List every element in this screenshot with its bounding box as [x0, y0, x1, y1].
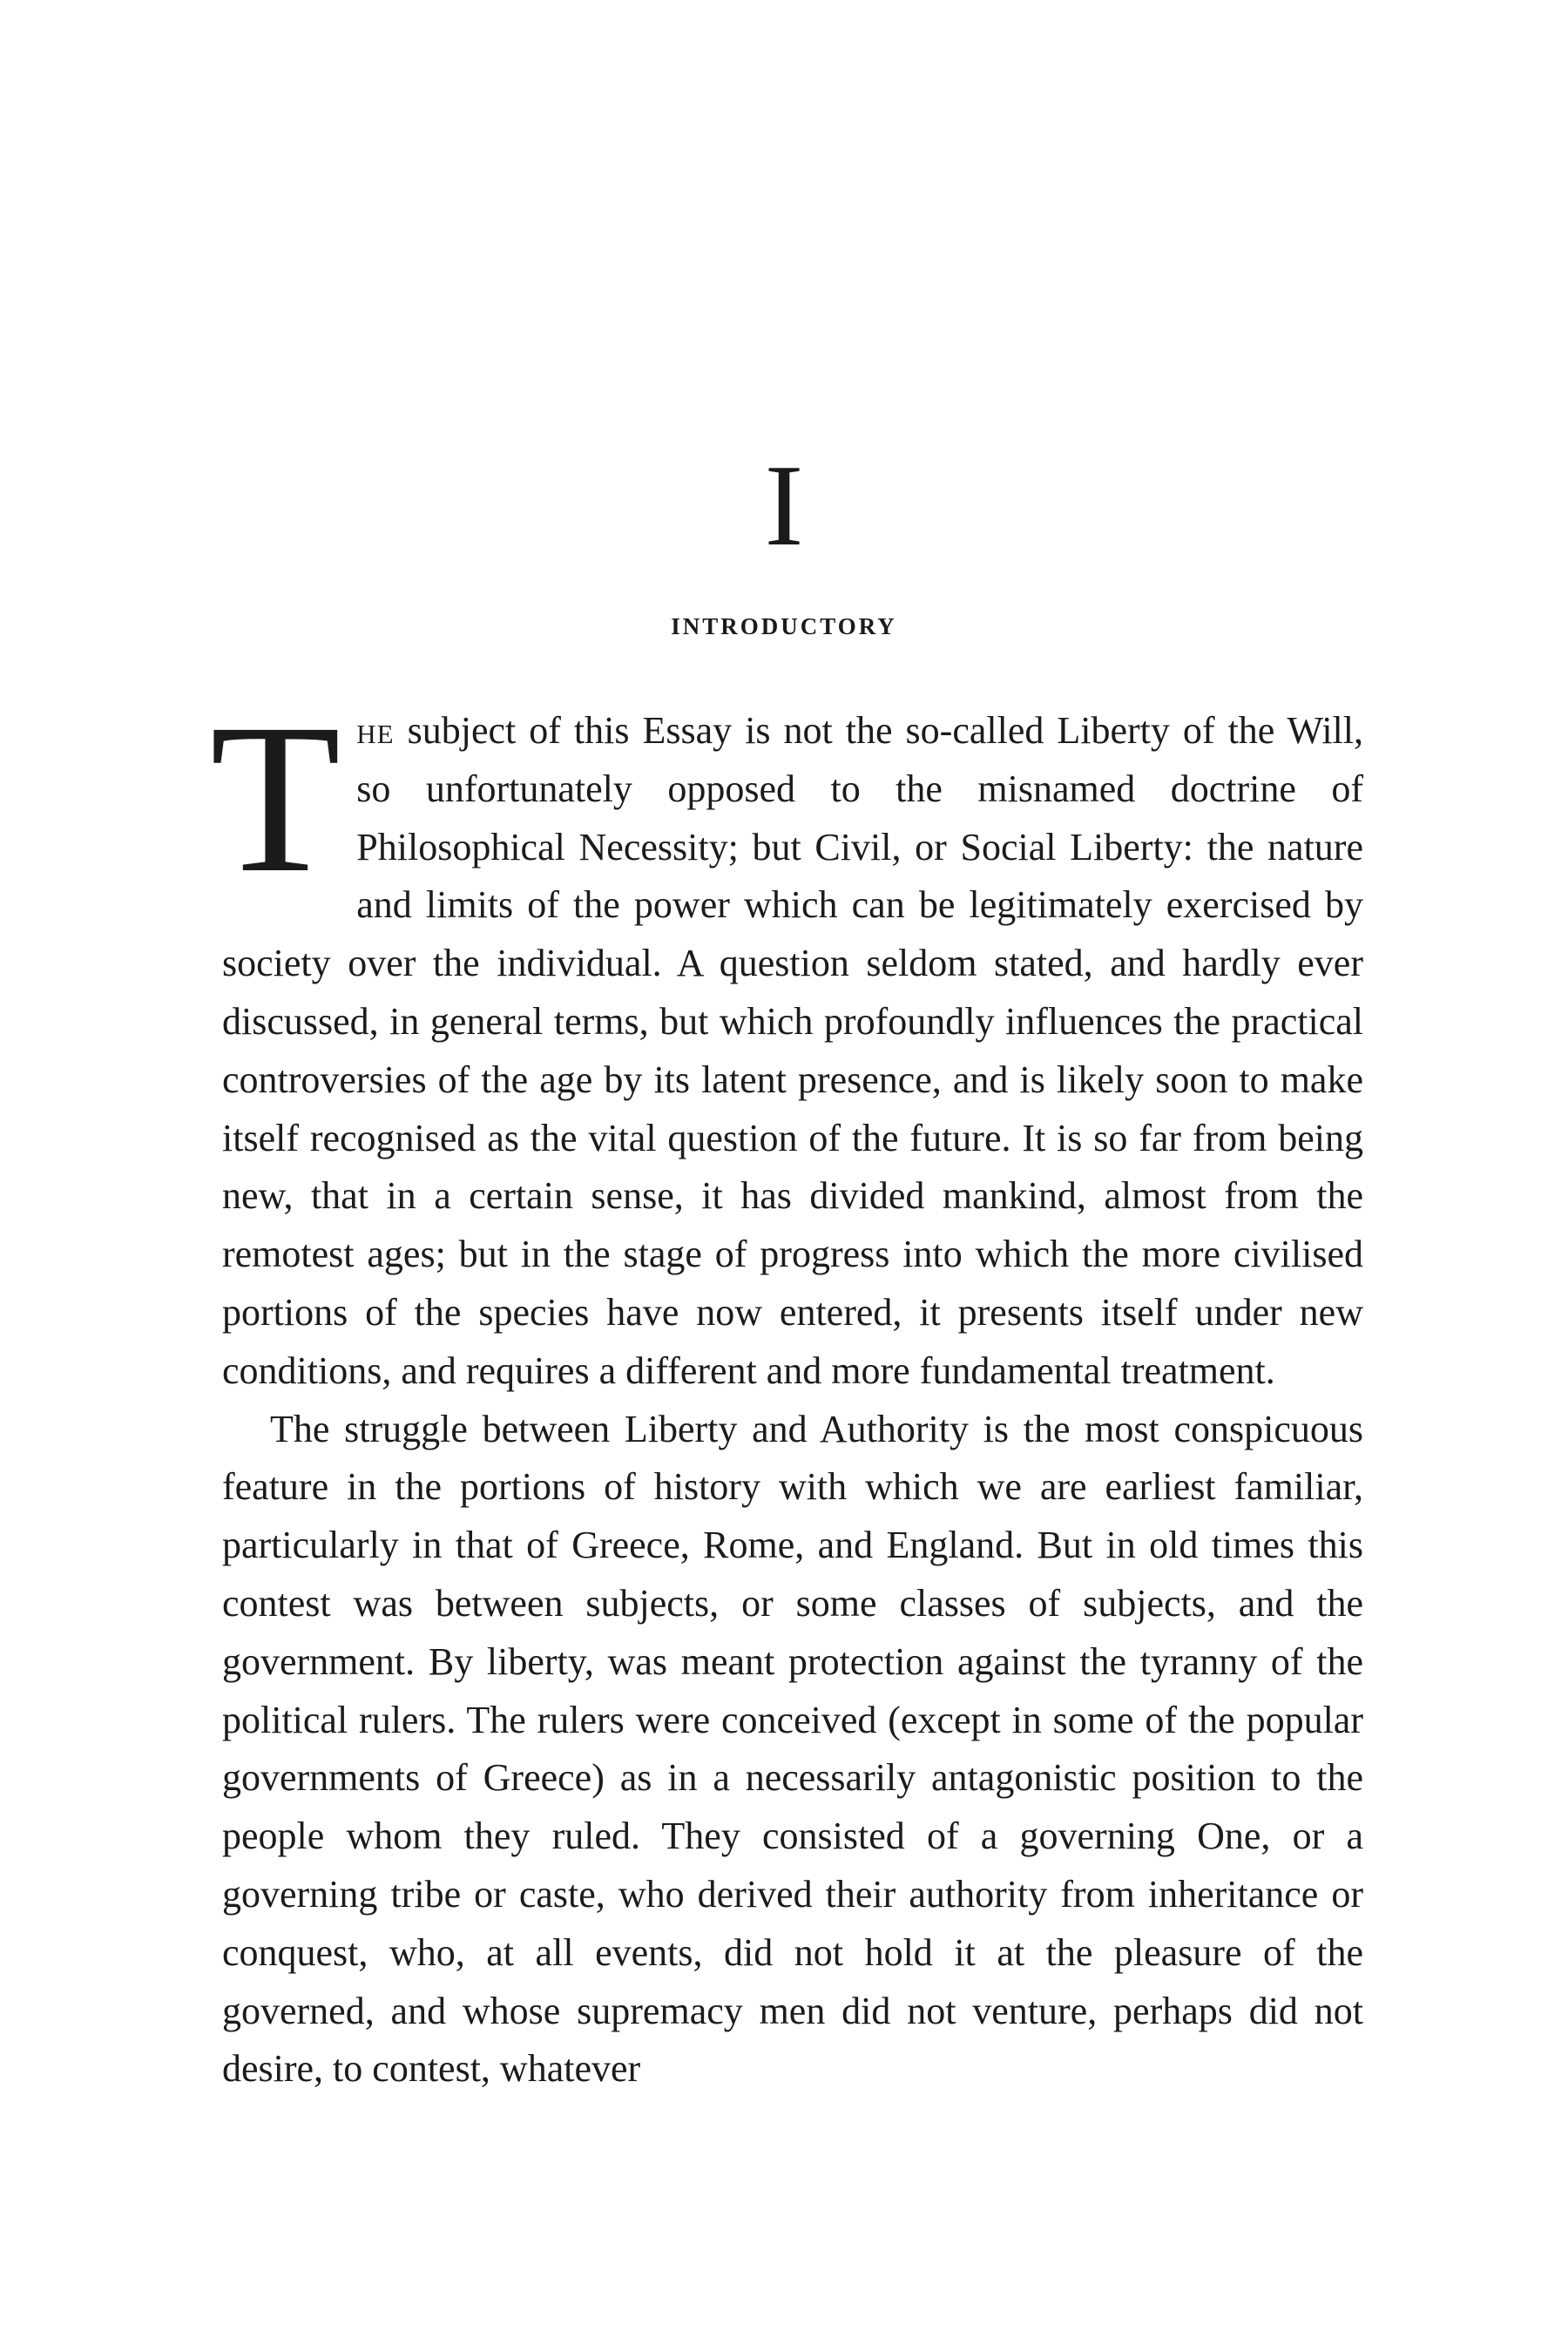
paragraph-second: The struggle between Liberty and Authority is the most conspicuous feature in the portions of history with which we are earliest familiar, particularly in that of Greece, Rome, and England. But in old times this contest was between subjects, or some classes of subjects, and the government. By liberty, was meant protection against the tyranny of the political rulers. The rulers were conceived (except in some of the popular governments of Greece) as in a necessarily antagonistic position to the people whom they ruled. They consisted of a governing One, or a governing tribe or caste, who derived their authority from inheritance or conquest, who, at all events, did not hold it at the pleasure of the governed, and whose supremacy men did not venture, perhaps did not desire, to contest, whatever: [222, 1407, 1363, 2091]
drop-cap: T: [210, 680, 341, 917]
chapter-title: introductory: [671, 605, 897, 642]
lead-in-small-caps: he: [356, 709, 395, 752]
paragraph-first: [210, 680, 1363, 1401]
body-text: [210, 680, 1363, 2099]
chapter-number: I: [764, 441, 804, 570]
paragraph-first-text: subject of this Essay is not the so-called Liberty of the Will, so unfortunately opposed to the misnamed doctrine of Philosophical Necessity; but Civil, or Social Liberty: the nature and limits of the power which can be legitimately exercised by society over the individual. A question seldom stated, and hardly ever discussed, in general terms, but which profoundly influences the practical controversies of the age by its latent presence, and is likely soon to make itself recognised as the vital question of the future. It is so far from being new, that in a certain sense, it has divided mankind, almost from the remotest ages; but in the stage of progress into which the more civilised portions of the species have now entered, it presents itself under new conditions, and requires a different and more fundamental treatment.: [222, 709, 1363, 1392]
